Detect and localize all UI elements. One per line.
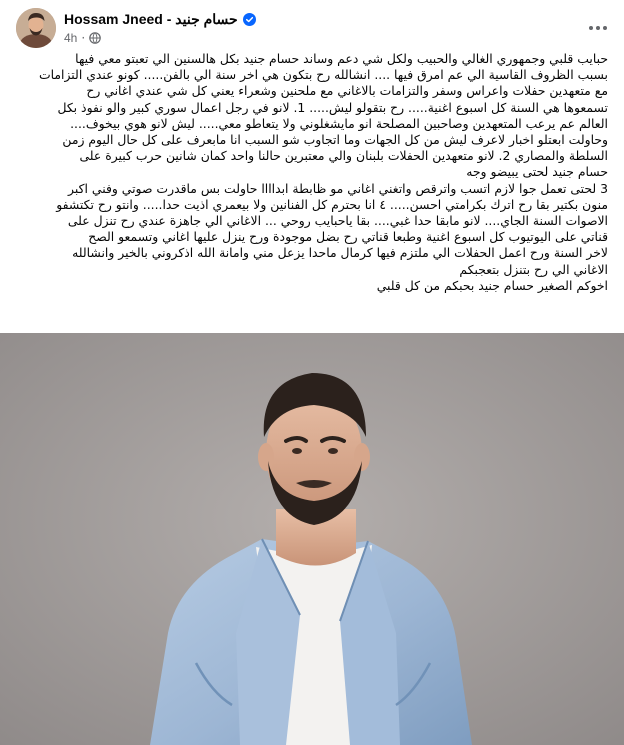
post-text-line: اخوكم الصغير حسام جنيد بحبكم من كل قلبي [376, 277, 608, 293]
post-photo[interactable] [0, 333, 624, 745]
profile-photo [16, 8, 56, 48]
post-text-line: العالم عم يرعب المتعهدين وصاحبين المصلحة انو مايشغلوني ولا يتعاطو معي..... ليش لانو هوي بيخوف.... [70, 115, 608, 131]
post-text-line: منون بكتير بقا رح اترك بكرامتي احسن..... ٤ انا بحترم كل الفنانين ولا بيعمري اذيت حدا..... وانتو رح تكتشفو [56, 196, 608, 212]
post-text-line: مع متعهدين حفلات واعراس وسفر والتزامات بالاغاني مع ملحنين وشعراء يعني كل شي عندي اغاني رح [86, 83, 608, 99]
post-text-line: السلطة والمصاري 2. لانو متعهدين الحفلات بلبنان والي معتبرين حالنا واحد كمان شانين حرب كبيرة على [79, 148, 608, 164]
author-name[interactable]: Hossam Jneed - حسام جنيد [64, 10, 238, 27]
post-header [16, 8, 616, 48]
verified-badge-icon [243, 13, 256, 26]
post-text-line: الاصوات السنة الجاي.... لانو مابقا حدا غبي.... بقا ياحبايب روحي ... الاغاني الي جاهزة عندي رح تنزل على [67, 213, 608, 229]
post-meta [64, 30, 101, 46]
globe-icon[interactable] [89, 32, 101, 44]
post-text-line: 3 لحتى تعمل جوا لازم اتسب واترقص واتغني اغاني مو ظابطة ابداااا حاولت بس ماقدرت صوتي وفني اكبر [68, 180, 608, 196]
post-text-line: لاخر السنة ورح اعمل الحفلات الي ملتزم فيها كرمال ماحدا يزعل مني وامانة الله اذكروني بالخير وانشالله [72, 245, 608, 261]
post-text-line: تسمعوها هي السنة كل اسبوع اغنية..... رح بتقولو ليش..... 1. لانو في رجل اعمال سوري كبير والو نفوذ بكل [57, 99, 608, 115]
meta-separator: · [81, 31, 86, 45]
post-options-button[interactable] [582, 12, 614, 44]
post-text-line: حسام جنيد لحتى يبيضو وجه [466, 164, 608, 180]
author-avatar[interactable] [16, 8, 56, 48]
post-text-line: حبايب قلبي وجمهوري الغالي والحبيب ولكل شي دعم وساند حسام جنيد بكل هالسنين الي تعبتو معي فيها [75, 51, 608, 66]
post-text-line: وحاولت ابعتلو اخبار لاعرف ليش من كل الجهات وما اتجاوب شو السبب انا مابعرف على كل حال اليوم زمن [62, 132, 608, 148]
post-text [16, 51, 608, 294]
post-text-line: قناتي على اليوتيوب كل اسبوع اغنية وطبعا قناتي رح بضل موجودة ورح ينزل عليها اغاني وتسمعو الصح [88, 229, 608, 245]
portrait-illustration [0, 333, 624, 745]
post-text-line: الاغاني الي رح بتنزل بتعجبكم [459, 261, 608, 277]
post-text-line: بسبب الظروف القاسية الي عم امرق فيها .... انشالله رح بتكون هي اخر سنة الي بالفن..... كونو عندي التزامات [38, 67, 608, 83]
post-timestamp[interactable]: 4h [64, 31, 78, 45]
more-horizontal-icon [589, 26, 607, 30]
author-line [64, 10, 256, 28]
